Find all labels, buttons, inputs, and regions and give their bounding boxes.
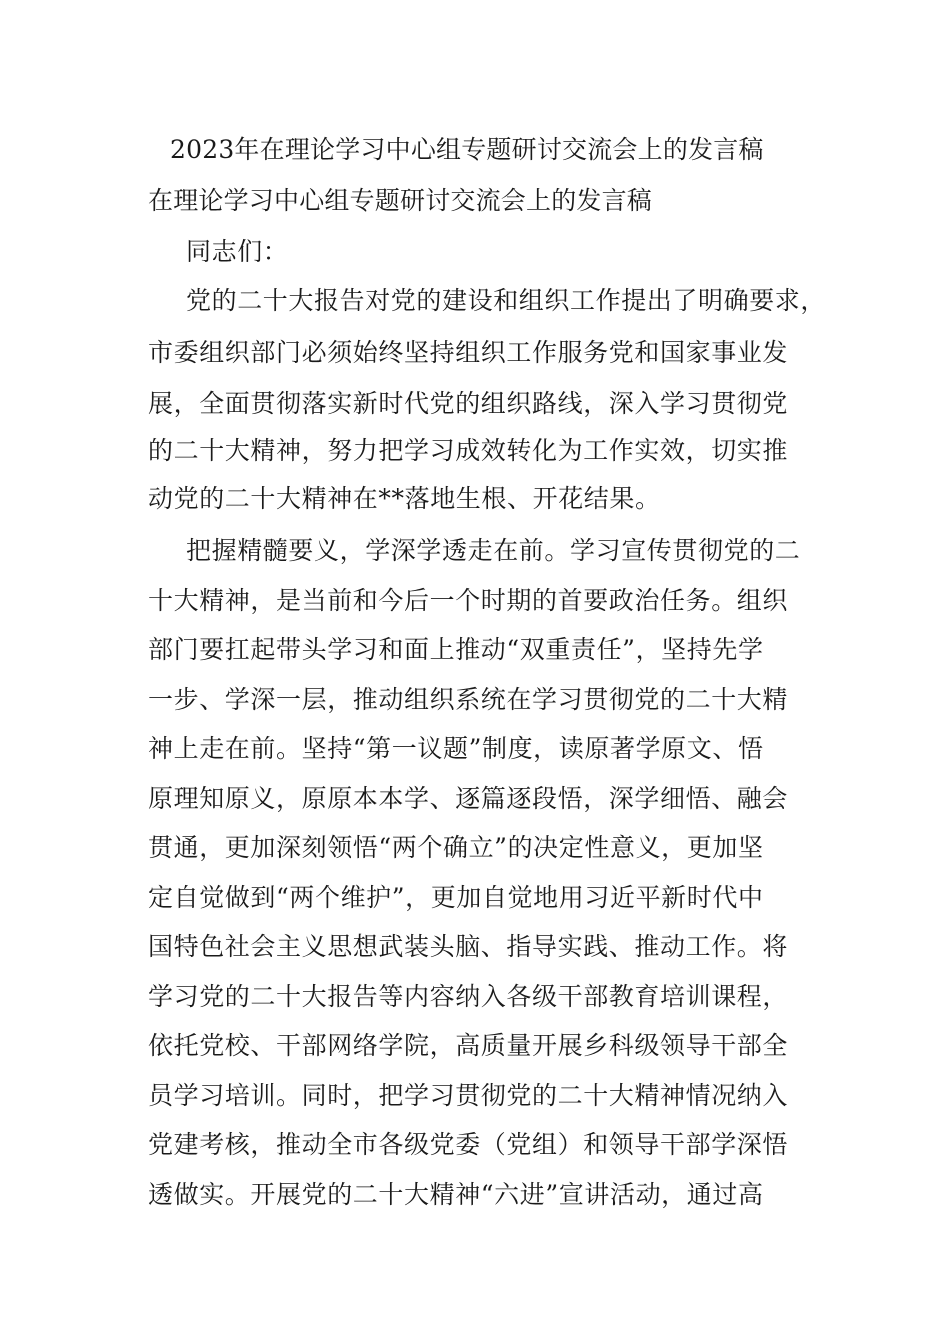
paragraph-line: 定自觉做到“两个维护”，更加自觉地用习近平新时代中 xyxy=(148,883,764,912)
paragraph-line: 神上走在前。坚持“第一议题”制度，读原著学原文、悟 xyxy=(148,734,764,763)
paragraph-line: 学习党的二十大报告等内容纳入各级干部教育培训课程， xyxy=(148,982,789,1011)
paragraph-line: 动党的二十大精神在**落地生根、开花结果。 xyxy=(148,484,661,513)
paragraph-line: 透做实。开展党的二十大精神“六进”宣讲活动，通过高 xyxy=(148,1180,764,1209)
salutation: 同志们： xyxy=(186,237,289,266)
paragraph-line: 国特色社会主义思想武装头脑、指导实践、推动工作。将 xyxy=(148,932,789,961)
paragraph-line: 市委组织部门必须始终坚持组织工作服务党和国家事业发 xyxy=(148,338,789,367)
paragraph-line: 依托党校、干部网络学院，高质量开展乡科级领导干部全 xyxy=(148,1031,789,1060)
document-title: 2023年在理论学习中心组专题研讨交流会上的发言稿 xyxy=(170,135,764,164)
paragraph-line: 员学习培训。同时，把学习贯彻党的二十大精神情况纳入 xyxy=(148,1081,789,1110)
paragraph-line: 十大精神，是当前和今后一个时期的首要政治任务。组织 xyxy=(148,586,789,615)
paragraph-line: 展，全面贯彻落实新时代党的组织路线，深入学习贯彻党 xyxy=(148,389,789,418)
paragraph-line: 原理知原义，原原本本学、逐篇逐段悟，深学细悟、融会 xyxy=(148,784,789,813)
paragraph-line: 党的二十大报告对党的建设和组织工作提出了明确要求， xyxy=(186,286,827,315)
paragraph-line: 的二十大精神，努力把学习成效转化为工作实效，切实推 xyxy=(148,436,789,465)
paragraph-line: 部门要扛起带头学习和面上推动“双重责任”，坚持先学 xyxy=(148,635,764,664)
paragraph-line: 一步、学深一层，推动组织系统在学习贯彻党的二十大精 xyxy=(148,685,789,714)
document-subtitle: 在理论学习中心组专题研讨交流会上的发言稿 xyxy=(148,186,653,215)
paragraph-line: 贯通，更加深刻领悟“两个确立”的决定性意义，更加坚 xyxy=(148,833,764,862)
paragraph-line: 党建考核，推动全市各级党委（党组）和领导干部学深悟 xyxy=(148,1130,789,1159)
paragraph-line: 把握精髓要义，学深学透走在前。学习宣传贯彻党的二 xyxy=(186,536,801,565)
